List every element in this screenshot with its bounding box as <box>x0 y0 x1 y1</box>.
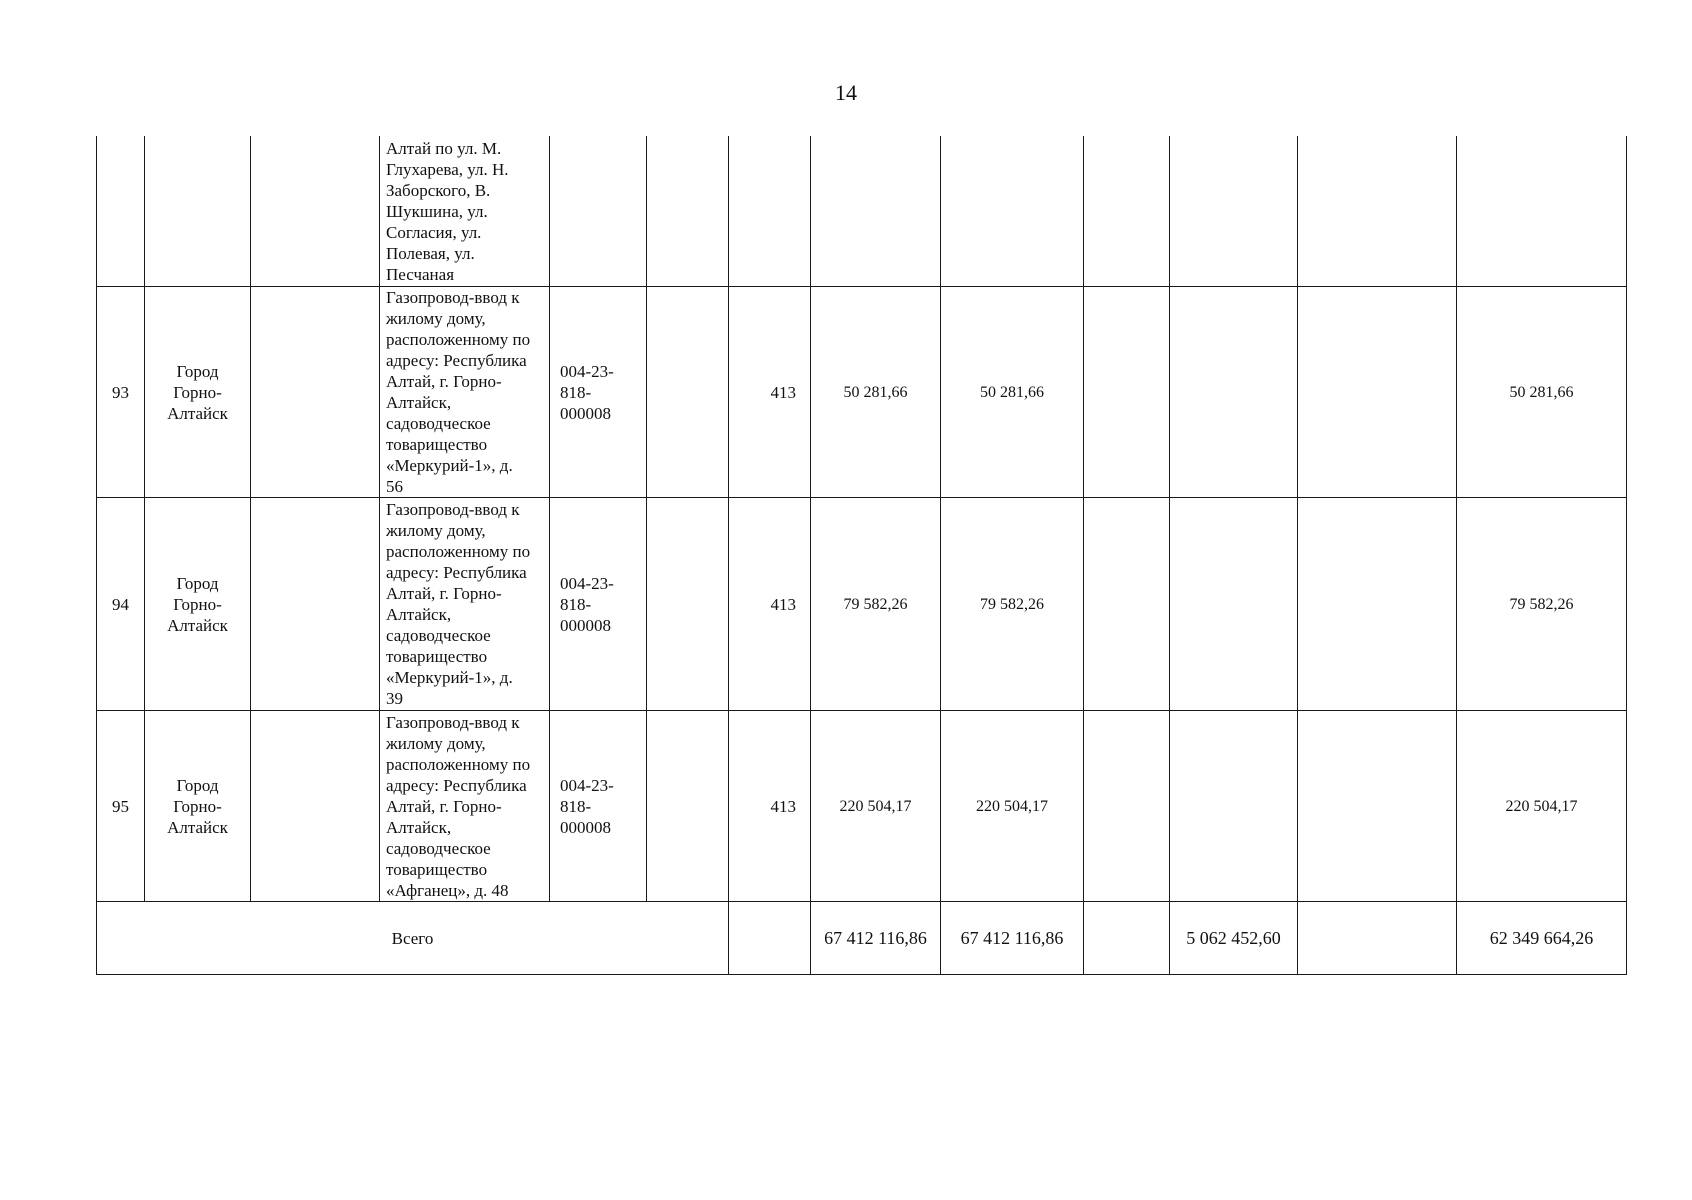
cell-amount-last: 50 281,66 <box>1457 287 1627 498</box>
cell-num: 93 <box>97 287 145 498</box>
cell-qty <box>729 902 811 975</box>
cell-amount-2 <box>1084 711 1170 902</box>
table-row-continuation <box>97 136 1627 287</box>
object-name-text: Газопровод-ввод к жилому дому, расположенному по адресу: Республика Алтай, г. Горно- Алтайск, садоводческое товарищество «Афганец», д. 48 <box>386 712 531 900</box>
municipality-text: Город Горно- Алтайск <box>167 573 228 635</box>
cell-qty: 413 <box>729 498 811 711</box>
table-row-total <box>97 902 1627 975</box>
cell-amount-4 <box>1298 902 1457 975</box>
cell-code <box>550 498 647 711</box>
cell-amount-total: 79 582,26 <box>811 498 941 711</box>
cell-empty <box>251 136 380 287</box>
cell-object-name <box>380 498 550 711</box>
cell-code <box>550 711 647 902</box>
cell-num <box>97 136 145 287</box>
cell-municipality <box>145 711 251 902</box>
cell-municipality <box>145 287 251 498</box>
cell-amount-last: 220 504,17 <box>1457 711 1627 902</box>
table-row <box>97 287 1627 498</box>
code-text: 004-23- 818- 000008 <box>560 361 614 423</box>
object-name-text: Газопровод-ввод к жилому дому, расположенному по адресу: Республика Алтай, г. Горно- Алтайск, садоводческое товарищество «Меркурий-1», д. 39 <box>386 500 531 708</box>
data-table <box>96 136 1627 975</box>
cell-object-name <box>380 711 550 902</box>
cell-empty <box>251 711 380 902</box>
page-number: 14 <box>835 80 857 105</box>
cell-num: 95 <box>97 711 145 902</box>
cell-num: 94 <box>97 498 145 711</box>
cell-amount-total: 50 281,66 <box>811 287 941 498</box>
cell-amount-2 <box>1084 902 1170 975</box>
cell-empty <box>251 498 380 711</box>
cell-amount-1: 50 281,66 <box>941 287 1084 498</box>
object-name-text: Алтай по ул. М. Глухарева, ул. Н. Заборского, В. Шукшина, ул. Согласия, ул. Полевая, ул. Песчаная <box>386 138 509 284</box>
cell-amount-last <box>1457 136 1627 287</box>
cell-empty <box>647 711 729 902</box>
cell-amount-2 <box>1084 287 1170 498</box>
cell-amount-2 <box>1084 498 1170 711</box>
total-amount-total: 67 412 116,86 <box>811 902 941 975</box>
cell-empty <box>647 136 729 287</box>
cell-amount-last: 79 582,26 <box>1457 498 1627 711</box>
cell-amount-1: 220 504,17 <box>941 711 1084 902</box>
cell-code <box>550 136 647 287</box>
cell-object-name <box>380 287 550 498</box>
municipality-text: Город Горно- Алтайск <box>167 361 228 423</box>
cell-qty: 413 <box>729 711 811 902</box>
cell-empty <box>647 287 729 498</box>
cell-amount-4 <box>1298 136 1457 287</box>
cell-empty <box>251 287 380 498</box>
object-name-text: Газопровод-ввод к жилому дому, расположенному по адресу: Республика Алтай, г. Горно- Алтайск, садоводческое товарищество «Меркурий-1», д. 56 <box>386 288 531 496</box>
cell-qty: 413 <box>729 287 811 498</box>
cell-municipality <box>145 136 251 287</box>
cell-amount-3 <box>1170 711 1298 902</box>
cell-empty <box>647 498 729 711</box>
cell-amount-total: 220 504,17 <box>811 711 941 902</box>
cell-amount-4 <box>1298 498 1457 711</box>
total-label: Всего <box>97 902 729 975</box>
total-amount-last: 62 349 664,26 <box>1457 902 1627 975</box>
table-row <box>97 498 1627 711</box>
cell-amount-1 <box>941 136 1084 287</box>
cell-amount-3 <box>1170 136 1298 287</box>
cell-amount-1: 79 582,26 <box>941 498 1084 711</box>
cell-amount-3 <box>1170 287 1298 498</box>
code-text: 004-23- 818- 000008 <box>560 775 614 837</box>
cell-municipality <box>145 498 251 711</box>
cell-amount-3 <box>1170 498 1298 711</box>
total-amount-1: 67 412 116,86 <box>941 902 1084 975</box>
cell-code <box>550 287 647 498</box>
table-row <box>97 711 1627 902</box>
cell-amount-4 <box>1298 287 1457 498</box>
cell-object-name <box>380 136 550 287</box>
cell-amount-total <box>811 136 941 287</box>
cell-qty <box>729 136 811 287</box>
total-amount-3: 5 062 452,60 <box>1170 902 1298 975</box>
cell-amount-2 <box>1084 136 1170 287</box>
code-text: 004-23- 818- 000008 <box>560 573 614 635</box>
municipality-text: Город Горно- Алтайск <box>167 775 228 837</box>
cell-amount-4 <box>1298 711 1457 902</box>
